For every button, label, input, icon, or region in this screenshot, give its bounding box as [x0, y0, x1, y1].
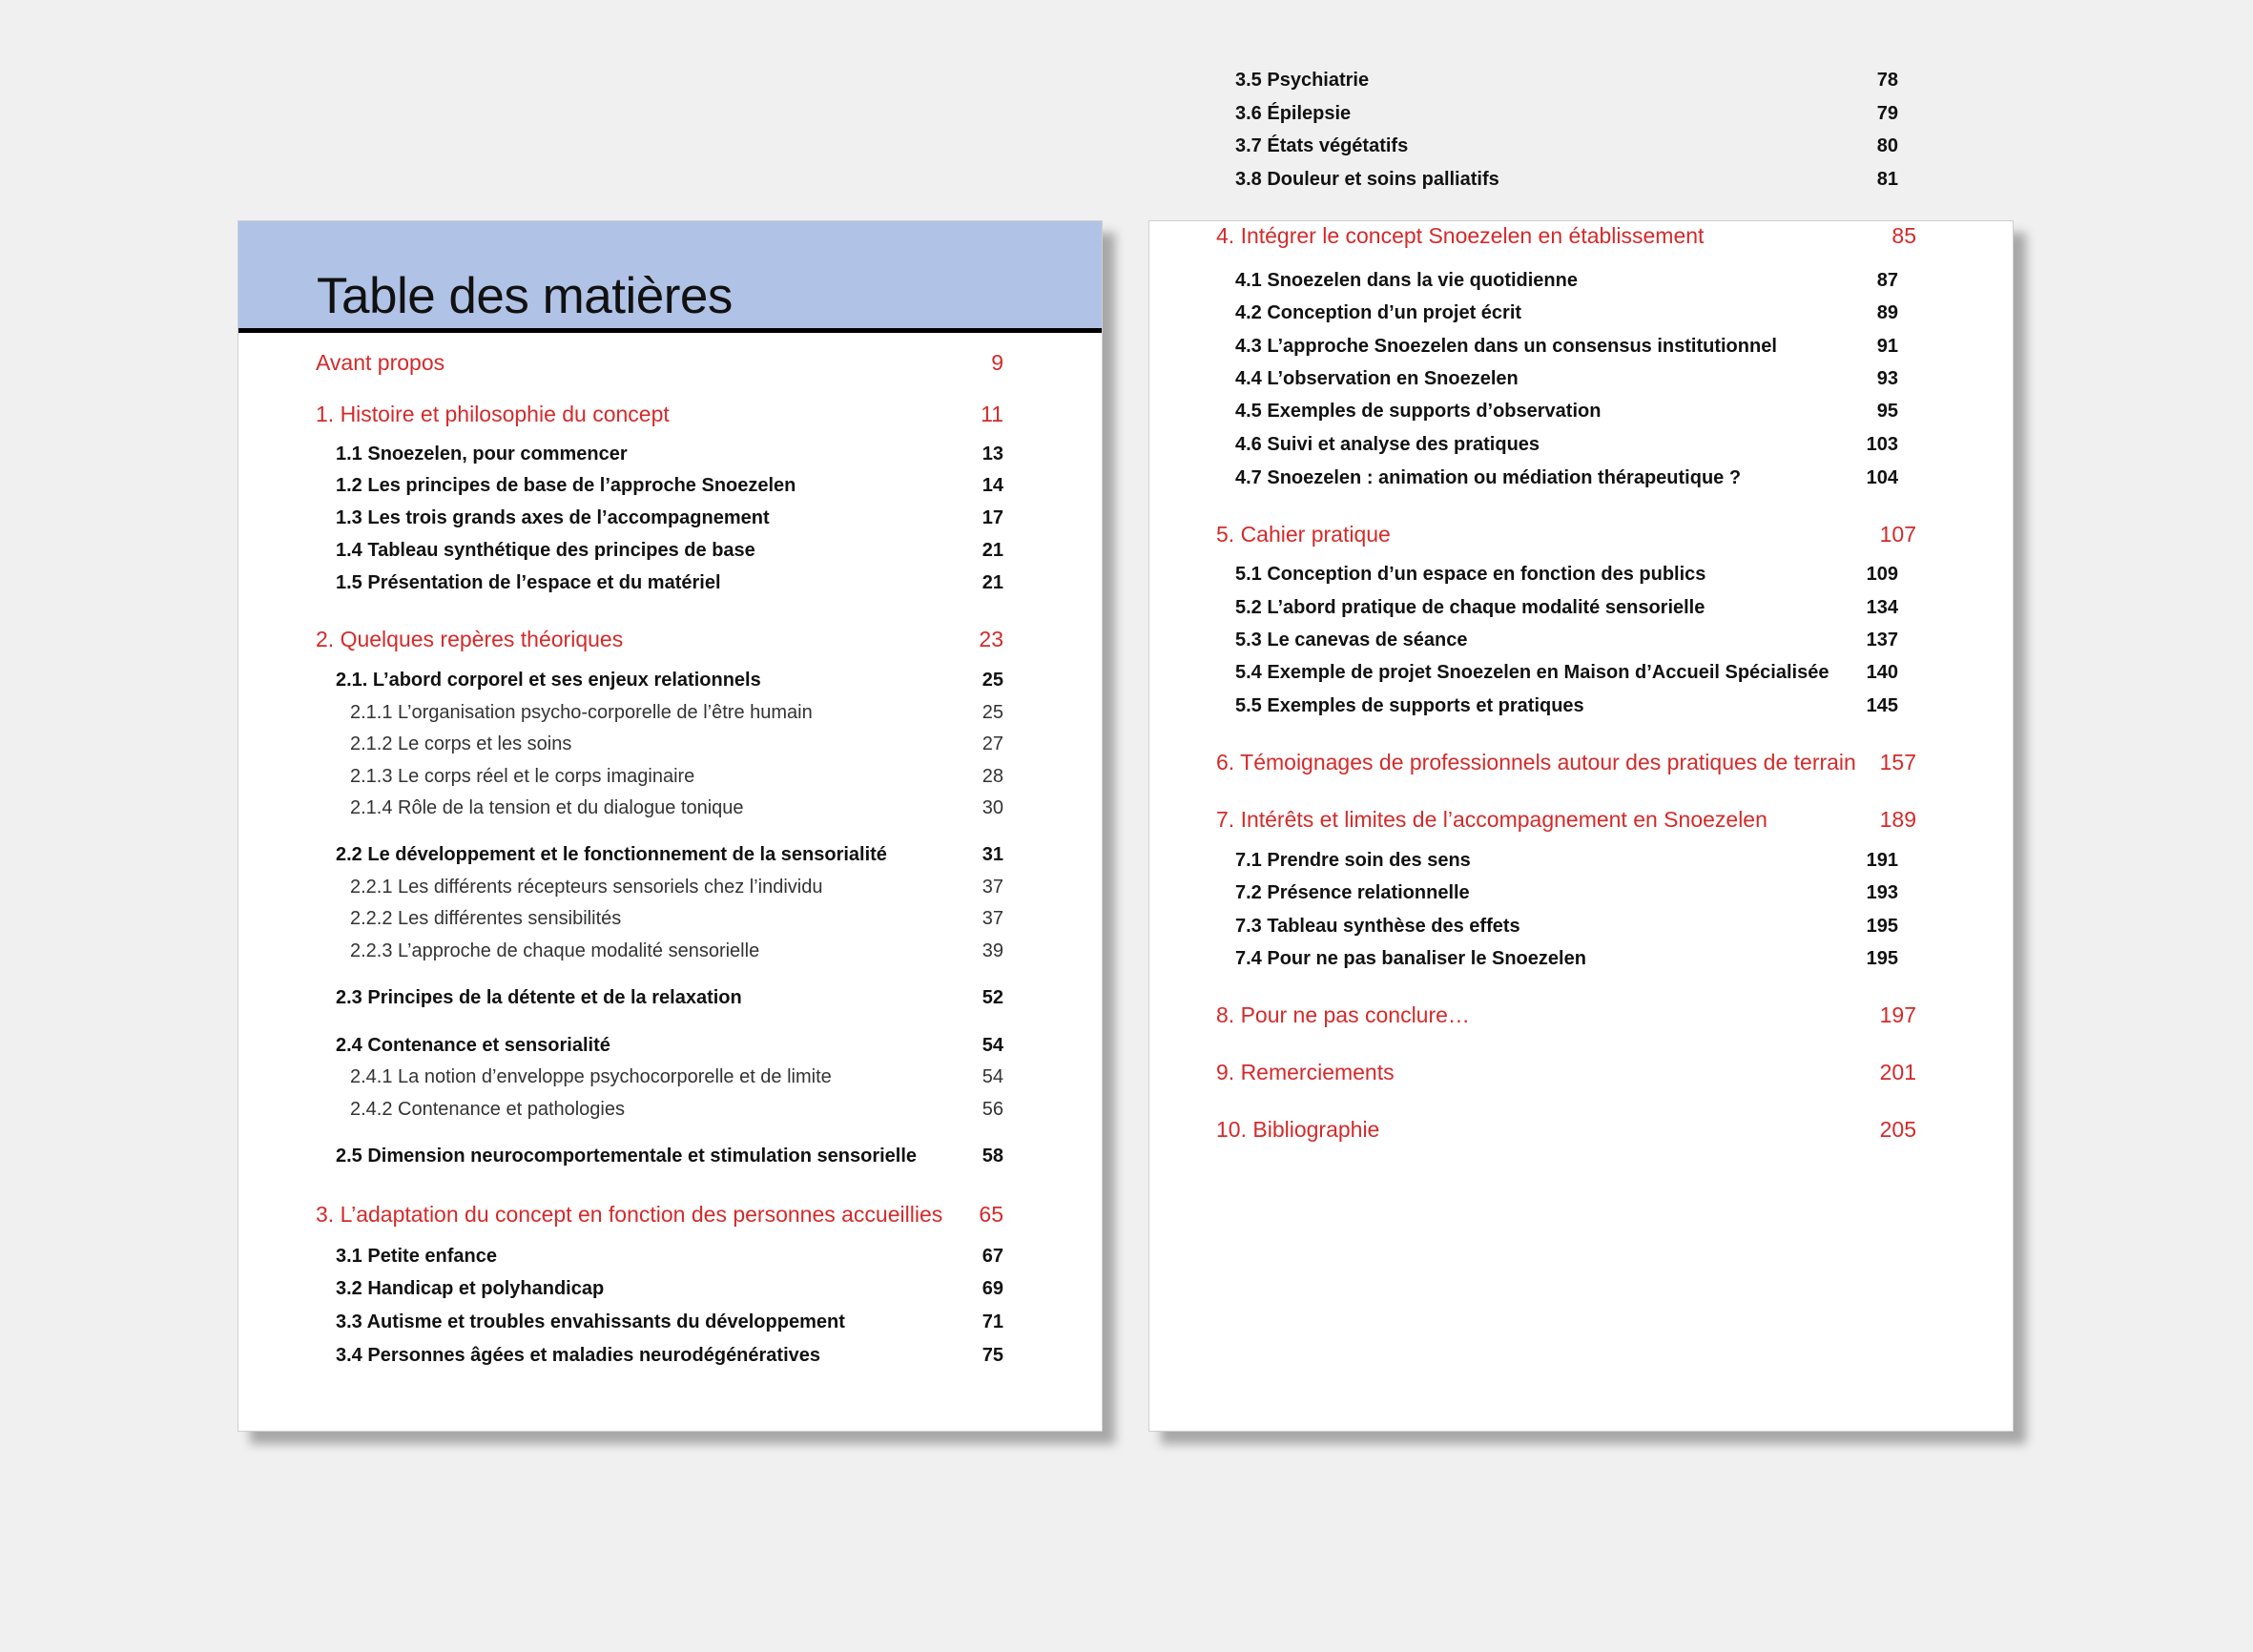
toc-entry-label: 5. Cahier pratique — [1216, 522, 1391, 547]
toc-entry-label: 1. Histoire et philosophie du concept — [316, 402, 670, 426]
toc-entry — [1235, 630, 1898, 657]
toc-entry-label: 5.4 Exemple de projet Snoezelen en Maison d’Accueil Spécialisée — [1235, 662, 1829, 683]
toc-entry-page-number: 25 — [982, 702, 1003, 723]
toc-entry-page-number: 75 — [982, 1345, 1003, 1366]
toc-entry-page-number: 189 — [1879, 807, 1916, 832]
toc-entry-page-number: 21 — [982, 572, 1003, 593]
toc-entry-label: 2.1.1 L’organisation psycho-corporelle de l’être humain — [350, 702, 813, 723]
toc-entry-page-number: 39 — [982, 940, 1003, 961]
toc-entry-page-number: 95 — [1876, 401, 1898, 422]
toc-entry — [336, 671, 1003, 697]
toc-entry-label: 5.5 Exemples de supports et pratiques — [1235, 695, 1584, 716]
toc-entry-label: 2.2.2 Les différentes sensibilités — [350, 908, 622, 929]
toc-entry — [1235, 696, 1898, 723]
toc-entry-label: 1.5 Présentation de l’espace et du matériel — [336, 572, 721, 593]
toc-entry — [1235, 71, 1898, 97]
toc-entry — [1235, 402, 1898, 428]
toc-entry-label: 2.3 Principes de la détente et de la relaxation — [336, 987, 742, 1008]
toc-entry-label: 1.4 Tableau synthétique des principes de base — [336, 540, 755, 561]
toc-entry-label: 4.6 Suivi et analyse des pratiques — [1235, 434, 1540, 455]
toc-entry — [350, 1067, 1003, 1094]
toc-entry-page-number: 197 — [1879, 1002, 1916, 1027]
toc-entry — [1235, 851, 1898, 878]
toc-entry-page-number: 67 — [982, 1246, 1003, 1267]
toc-entry-label: 2.1.2 Le corps et les soins — [350, 733, 572, 754]
toc-entry — [336, 1346, 1003, 1373]
toc-entry — [1216, 524, 1916, 550]
toc-entry — [1235, 170, 1898, 196]
toc-entry-label: 3.8 Douleur et soins palliatifs — [1235, 169, 1499, 190]
toc-entry — [1235, 883, 1898, 910]
toc-entry — [1235, 949, 1898, 976]
toc-entry-page-number: 201 — [1879, 1060, 1916, 1084]
toc-entry-page-number: 89 — [1876, 302, 1898, 323]
toc-entry-label: 3.6 Épilepsie — [1235, 103, 1352, 124]
toc-entry — [1216, 1004, 1916, 1031]
toc-entry-label: 3.5 Psychiatrie — [1235, 70, 1370, 91]
toc-entry-label: 1.1 Snoezelen, pour commencer — [336, 444, 628, 465]
toc-entry-page-number: 9 — [991, 350, 1003, 375]
toc-entry-page-number: 54 — [982, 1066, 1003, 1087]
toc-entry-page-number: 109 — [1866, 564, 1898, 585]
toc-entry — [350, 734, 1003, 761]
toc-entry — [1235, 271, 1898, 298]
toc-entry-page-number: 91 — [1876, 336, 1898, 357]
toc-entry — [1216, 809, 1916, 836]
toc-entry — [316, 629, 1003, 655]
toc-entry — [1216, 1062, 1916, 1088]
toc-entry-page-number: 58 — [982, 1146, 1003, 1167]
right-page — [1148, 70, 2014, 1432]
toc-entry-label: 7.4 Pour ne pas banaliser le Snoezelen — [1235, 948, 1586, 969]
toc-entry-page-number: 28 — [982, 766, 1003, 787]
toc-entry-page-number: 191 — [1866, 850, 1898, 871]
left-page — [238, 220, 1103, 1432]
toc-entry — [350, 909, 1003, 936]
toc-entry-label: 2.2.3 L’approche de chaque modalité sensorielle — [350, 940, 760, 961]
toc-entry-label: 2.2.1 Les différents récepteurs sensoriels chez l’individu — [350, 877, 823, 898]
toc-entry-label: 7.2 Présence relationnelle — [1235, 882, 1470, 903]
toc-entry — [336, 476, 1003, 503]
toc-entry-page-number: 14 — [982, 475, 1003, 496]
toc-entry-label: 3.1 Petite enfance — [336, 1246, 497, 1267]
toc-entry-page-number: 104 — [1866, 467, 1898, 488]
toc-entry — [1235, 917, 1898, 943]
toc-entry-page-number: 87 — [1876, 270, 1898, 291]
toc-entry-page-number: 137 — [1866, 630, 1898, 650]
toc-entry — [336, 1312, 1003, 1339]
toc-entry-label: 2.1.3 Le corps réel et le corps imaginaire — [350, 766, 695, 787]
toc-entry-label: 1.2 Les principes de base de l’approche Snoezelen — [336, 475, 796, 496]
toc-entry-label: 5.3 Le canevas de séance — [1235, 630, 1468, 650]
toc-entry-page-number: 103 — [1866, 434, 1898, 455]
toc-entry-page-number: 37 — [982, 877, 1003, 898]
toc-entry — [336, 1279, 1003, 1306]
toc-entry-label: 3. L’adaptation du concept en fonction des personnes accueillies — [316, 1202, 943, 1227]
toc-entry-page-number: 78 — [1876, 70, 1898, 91]
toc-entry-label: 4.4 L’observation en Snoezelen — [1235, 368, 1519, 389]
toc-entry-label: 3.4 Personnes âgées et maladies neurodégénératives — [336, 1345, 821, 1366]
toc-entry-label: 2.1. L’abord corporel et ses enjeux relationnels — [336, 670, 761, 691]
toc-entry-page-number: 81 — [1876, 169, 1898, 190]
toc-entry-page-number: 193 — [1866, 882, 1898, 903]
toc-entry-page-number: 205 — [1879, 1117, 1916, 1142]
toc-entry-page-number: 134 — [1866, 597, 1898, 618]
toc-entry — [350, 878, 1003, 904]
toc-entry — [1216, 225, 1916, 252]
toc-entry-label: 6. Témoignages de professionnels autour des pratiques de terrain — [1216, 750, 1856, 774]
toc-entry-label: 2.4 Contenance et sensorialité — [336, 1035, 610, 1056]
toc-entry-label: 3.3 Autisme et troubles envahissants du développement — [336, 1311, 845, 1332]
toc-entry — [1235, 598, 1898, 625]
toc-entry — [336, 845, 1003, 872]
toc-entry-label: 2.4.2 Contenance et pathologies — [350, 1099, 625, 1120]
toc-entry-page-number: 27 — [982, 733, 1003, 754]
toc-entry — [350, 767, 1003, 794]
toc-entry-page-number: 17 — [982, 507, 1003, 528]
toc-entry-label: 7. Intérêts et limites de l’accompagnement en Snoezelen — [1216, 807, 1767, 832]
toc-entry — [336, 508, 1003, 535]
toc-entry-page-number: 195 — [1866, 948, 1898, 969]
toc-entry-label: 8. Pour ne pas conclure… — [1216, 1002, 1470, 1027]
toc-entry — [336, 444, 1003, 471]
toc-entry-page-number: 69 — [982, 1278, 1003, 1299]
toc-entry-page-number: 23 — [979, 627, 1003, 651]
toc-entry-label: 4.7 Snoezelen : animation ou médiation thérapeutique ? — [1235, 467, 1742, 488]
toc-entry-label: 2. Quelques repères théoriques — [316, 627, 624, 651]
toc-entry-page-number: 71 — [982, 1311, 1003, 1332]
toc-entry-page-number: 31 — [982, 844, 1003, 865]
toc-entry — [350, 941, 1003, 968]
toc-entry-page-number: 21 — [982, 540, 1003, 561]
toc-entry-label: 2.1.4 Rôle de la tension et du dialogue tonique — [350, 797, 744, 818]
toc-entry — [1235, 337, 1898, 363]
toc-entry — [350, 1100, 1003, 1126]
toc-entry-page-number: 80 — [1876, 135, 1898, 156]
toc-entry-page-number: 30 — [982, 797, 1003, 818]
toc-entry-label: 4.3 L’approche Snoezelen dans un consensus institutionnel — [1235, 336, 1777, 357]
toc-entry-label: 4. Intégrer le concept Snoezelen en établissement — [1216, 223, 1705, 248]
toc-entry-label: 3.7 États végétatifs — [1235, 135, 1409, 156]
toc-entry-label: 3.2 Handicap et polyhandicap — [336, 1278, 605, 1299]
toc-entry — [336, 573, 1003, 600]
toc-entry-page-number: 140 — [1866, 662, 1898, 683]
toc-entry-label: 10. Bibliographie — [1216, 1117, 1380, 1142]
toc-entry-page-number: 52 — [982, 987, 1003, 1008]
toc-entry — [1235, 565, 1898, 591]
toc-entry-page-number: 37 — [982, 908, 1003, 929]
toc-entry — [1235, 468, 1898, 495]
toc-entry-label: 5.2 L’abord pratique de chaque modalité sensorielle — [1235, 597, 1705, 618]
toc-entry — [336, 541, 1003, 568]
toc-entry — [1235, 104, 1898, 131]
toc-entry — [336, 1146, 1003, 1173]
toc-entry — [336, 1036, 1003, 1063]
toc-entry — [1235, 663, 1898, 690]
toc-entry — [1235, 136, 1898, 163]
toc-entry-page-number: 85 — [1891, 223, 1916, 248]
toc-entry-label: 4.5 Exemples de supports d’observation — [1235, 401, 1602, 422]
toc-entry — [1216, 752, 1916, 778]
toc-entry — [1235, 435, 1898, 462]
toc-entry-label: 9. Remerciements — [1216, 1060, 1395, 1084]
toc-entry-label: 4.1 Snoezelen dans la vie quotidienne — [1235, 270, 1578, 291]
toc-entry-page-number: 56 — [982, 1099, 1003, 1120]
toc-entry-label: 1.3 Les trois grands axes de l’accompagnement — [336, 507, 770, 528]
toc-entry-label: 2.4.1 La notion d’enveloppe psychocorporelle et de limite — [350, 1066, 832, 1087]
toc-entry-label: 7.1 Prendre soin des sens — [1235, 850, 1471, 871]
toc-entry-label: Avant propos — [316, 350, 445, 375]
toc-entry-page-number: 79 — [1876, 103, 1898, 124]
toc-entry — [316, 403, 1003, 430]
toc-entry — [316, 352, 1003, 379]
toc-entry-page-number: 25 — [982, 670, 1003, 691]
toc-entry-label: 7.3 Tableau synthèse des effets — [1235, 916, 1520, 937]
toc-entry-label: 2.5 Dimension neurocomportementale et stimulation sensorielle — [336, 1146, 918, 1167]
toc-entry-page-number: 11 — [981, 402, 1003, 426]
toc-entry-page-number: 93 — [1876, 368, 1898, 389]
toc-entry — [336, 988, 1003, 1015]
toc-entry — [350, 798, 1003, 825]
toc-entry-page-number: 145 — [1866, 695, 1898, 716]
toc-entry — [1235, 369, 1898, 396]
toc-entry-label: 5.1 Conception d’un espace en fonction des publics — [1235, 564, 1706, 585]
toc-entry-page-number: 54 — [982, 1035, 1003, 1056]
toc-entry — [350, 703, 1003, 730]
toc-entry-page-number: 157 — [1879, 750, 1916, 774]
toc-entry — [316, 1204, 1003, 1230]
toc-entry-label: 4.2 Conception d’un projet écrit — [1235, 302, 1522, 323]
toc-entry — [1216, 1119, 1916, 1146]
toc-entry-page-number: 107 — [1879, 522, 1916, 547]
toc-entry-page-number: 195 — [1866, 916, 1898, 937]
toc-entry-page-number: 13 — [982, 444, 1003, 465]
toc-entry-page-number: 65 — [979, 1202, 1003, 1227]
toc-entry — [336, 1247, 1003, 1273]
toc-entry — [1235, 303, 1898, 330]
page-title: Table des matières — [317, 268, 733, 324]
toc-entry-label: 2.2 Le développement et le fonctionnement de la sensorialité — [336, 844, 887, 865]
